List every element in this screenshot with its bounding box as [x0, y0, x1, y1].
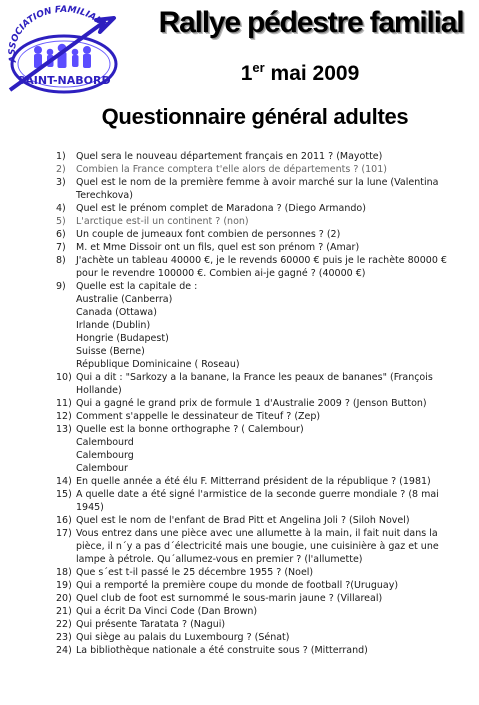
- question-item: [56, 254, 468, 280]
- question-item: [56, 150, 468, 163]
- question-text: L'arctique est-il un continent ? (non): [76, 216, 249, 227]
- question-item: [56, 423, 468, 475]
- question-number: 23): [56, 632, 72, 643]
- question-sub-item: Suisse (Berne): [76, 346, 145, 357]
- question-sub-item: Calembourd: [76, 437, 134, 448]
- question-number: 21): [56, 606, 72, 617]
- question-number: 13): [56, 424, 72, 435]
- question-text: La bibliothèque nationale a été construite sous ? (Mitterrand): [76, 645, 368, 656]
- question-text: Qui a écrit Da Vinci Code (Dan Brown): [76, 606, 258, 617]
- question-item: [56, 605, 468, 618]
- question-text: Un couple de jumeaux font combien de personnes ? (2): [76, 229, 341, 240]
- question-text: M. et Mme Dissoir ont un fils, quel est son prénom ? (Amar): [76, 242, 360, 253]
- question-sub-item: Irlande (Dublin): [76, 320, 151, 331]
- question-number: 22): [56, 619, 72, 630]
- question-sub-item: République Dominicaine ( Roseau): [76, 359, 240, 370]
- question-text: Que s´est t-il passé le 25 décembre 1955 ? (Noel): [76, 567, 314, 578]
- question-number: 9): [56, 281, 66, 292]
- question-item: [56, 410, 468, 423]
- logo-arc-text: ASSOCIATION FAMILIALE: [7, 4, 109, 64]
- question-number: 4): [56, 203, 66, 214]
- question-text: Comment s'appelle le dessinateur de Titeuf ? (Zep): [76, 411, 321, 422]
- logo-brand-text: SAINT-NABORD: [17, 74, 111, 87]
- question-item: [56, 280, 468, 371]
- question-text: Quel club de foot est surnommé le sous-marin jaune ? (Villareal): [76, 593, 383, 604]
- question-text: Qui siège au palais du Luxembourg ? (Sénat): [76, 632, 290, 643]
- question-text: Vous entrez dans une pièce avec une allumette à la main, il fait nuit dans la pièce, il n´y a pas d´électricité mais une bougie, une cuisinière à gaz et une lampe à pétrole. Qu´allumez-vous en premier ? (l'allumette): [76, 528, 439, 565]
- question-number: 16): [56, 515, 72, 526]
- question-number: 10): [56, 372, 72, 383]
- date-day: 1: [240, 62, 253, 85]
- question-text: En quelle année a été élu F. Mitterrand président de la république ? (1981): [76, 476, 431, 487]
- question-number: 6): [56, 229, 66, 240]
- question-number: 3): [56, 177, 66, 188]
- question-sub-item: Hongrie (Budapest): [76, 333, 169, 344]
- question-text: Quelle est la capitale de :: [76, 281, 198, 292]
- date-month-year: mai 2009: [264, 62, 360, 85]
- question-text: Quel est le nom de la première femme à avoir marché sur la lune (Valentina Terechkova): [76, 177, 439, 201]
- question-number: 1): [56, 151, 66, 162]
- question-item: [56, 592, 468, 605]
- question-item: [56, 631, 468, 644]
- question-item: [56, 475, 468, 488]
- question-item: [56, 397, 468, 410]
- page-title: Rallye pédestre familial: [158, 6, 464, 39]
- question-number: 24): [56, 645, 72, 656]
- question-text: Quel sera le nouveau département français en 2011 ? (Mayotte): [76, 151, 383, 162]
- question-item: [56, 644, 468, 657]
- question-number: 8): [56, 255, 66, 266]
- question-item: [56, 215, 468, 228]
- question-sub-item: Calembourg: [76, 450, 134, 461]
- question-list: [56, 150, 468, 657]
- question-number: 19): [56, 580, 72, 591]
- question-number: 15): [56, 489, 72, 500]
- question-number: 20): [56, 593, 72, 604]
- question-text: Combien la France comptera t'elle alors de départements ? (101): [76, 164, 387, 175]
- association-logo: [4, 4, 122, 100]
- date-ordinal: er: [252, 60, 265, 75]
- question-sub-item: Canada (Ottawa): [76, 307, 157, 318]
- page-subtitle: Questionnaire général adultes: [101, 104, 409, 129]
- question-text: Qui présente Taratata ? (Nagui): [76, 619, 226, 630]
- question-item: [56, 488, 468, 514]
- question-text: Qui a gagné le grand prix de formule 1 d'Australie 2009 ? (Jenson Button): [76, 398, 427, 409]
- question-number: 12): [56, 411, 72, 422]
- question-number: 7): [56, 242, 66, 253]
- question-item: [56, 241, 468, 254]
- question-number: 18): [56, 567, 72, 578]
- question-item: [56, 176, 468, 202]
- question-item: [56, 163, 468, 176]
- question-sub-item: Calembour: [76, 463, 128, 474]
- question-item: [56, 527, 468, 566]
- question-item: [56, 618, 468, 631]
- question-number: 2): [56, 164, 66, 175]
- question-text: Qui a remporté la première coupe du monde de football ?(Uruguay): [76, 580, 399, 591]
- event-date: [190, 60, 410, 86]
- question-item: [56, 514, 468, 527]
- question-item: [56, 228, 468, 241]
- question-number: 14): [56, 476, 72, 487]
- question-sub-item: Australie (Canberra): [76, 294, 173, 305]
- question-item: [56, 371, 468, 397]
- question-text: A quelle date a été signé l'armistice de la seconde guerre mondiale ? (8 mai 1945): [76, 489, 439, 513]
- question-text: Qui a dit : "Sarkozy a la banane, la France les peaux de bananes" (François Hollande): [76, 372, 433, 396]
- question-text: Quelle est la bonne orthographe ? ( Calembour): [76, 424, 304, 435]
- question-text: Quel est le nom de l'enfant de Brad Pitt et Angelina Joli ? (Siloh Novel): [76, 515, 410, 526]
- logo-graphic: [4, 4, 122, 100]
- question-item: [56, 202, 468, 215]
- question-item: [56, 566, 468, 579]
- question-number: 17): [56, 528, 72, 539]
- question-text: J'achète un tableau 40000 €, je le revends 60000 € puis je le rachète 80000 € pour le revendre 100000 €. Combien ai-je gagné ? (40000 €): [76, 255, 447, 279]
- question-number: 5): [56, 216, 66, 227]
- question-item: [56, 579, 468, 592]
- question-number: 11): [56, 398, 72, 409]
- question-text: Quel est le prénom complet de Maradona ? (Diego Armando): [76, 203, 366, 214]
